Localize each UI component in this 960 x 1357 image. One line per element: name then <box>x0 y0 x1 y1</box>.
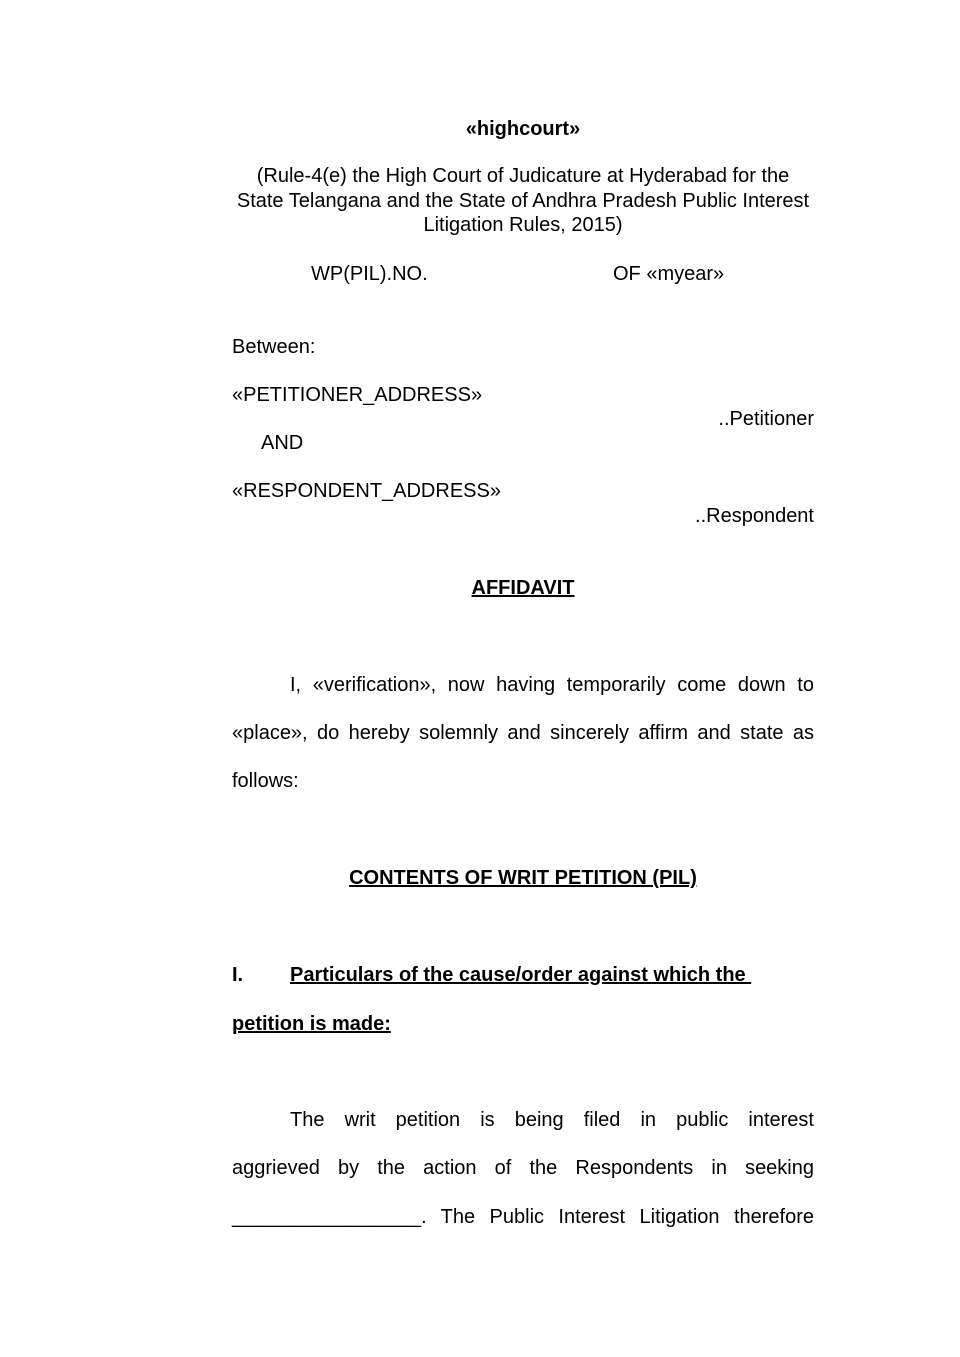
respondent-address-field: «RESPONDENT_ADDRESS» <box>232 480 501 502</box>
affidavit-heading: AFFIDAVIT <box>471 577 575 599</box>
rule-reference: (Rule-4(e) the High Court of Judicature at Hyderabad for the State Telangana and the State of Andhra Pradesh Public Interest Litigation Rules, 2015) <box>236 165 810 236</box>
body-line: aggrieved by the action of the Respondents in seeking <box>232 1157 814 1179</box>
affidavit-line: «place», do hereby solemnly and sincerely affirm and state as <box>232 722 814 744</box>
respondent-role: ..Respondent <box>695 505 814 527</box>
court-name-field: «highcourt» <box>465 118 581 140</box>
section-title-continued: petition is made: <box>232 1013 391 1035</box>
case-year-label: OF «myear» <box>613 263 725 285</box>
between-label: Between: <box>232 336 316 358</box>
section-number: I. <box>232 964 244 986</box>
petitioner-role: ..Petitioner <box>718 408 814 430</box>
affidavit-line: I, «verification», now having temporarily come down to <box>290 674 814 696</box>
case-number-label: WP(PIL).NO. <box>311 263 428 285</box>
affidavit-line: follows: <box>232 770 299 792</box>
petitioner-address-field: «PETITIONER_ADDRESS» <box>232 384 483 406</box>
body-line: The writ petition is being filed in public interest <box>290 1109 814 1131</box>
section-title: Particulars of the cause/order against which the <box>290 964 752 986</box>
and-label: AND <box>261 432 304 454</box>
contents-heading: CONTENTS OF WRIT PETITION (PIL) <box>349 867 697 889</box>
body-line: _________________. The Public Interest Litigation therefore <box>232 1206 814 1228</box>
